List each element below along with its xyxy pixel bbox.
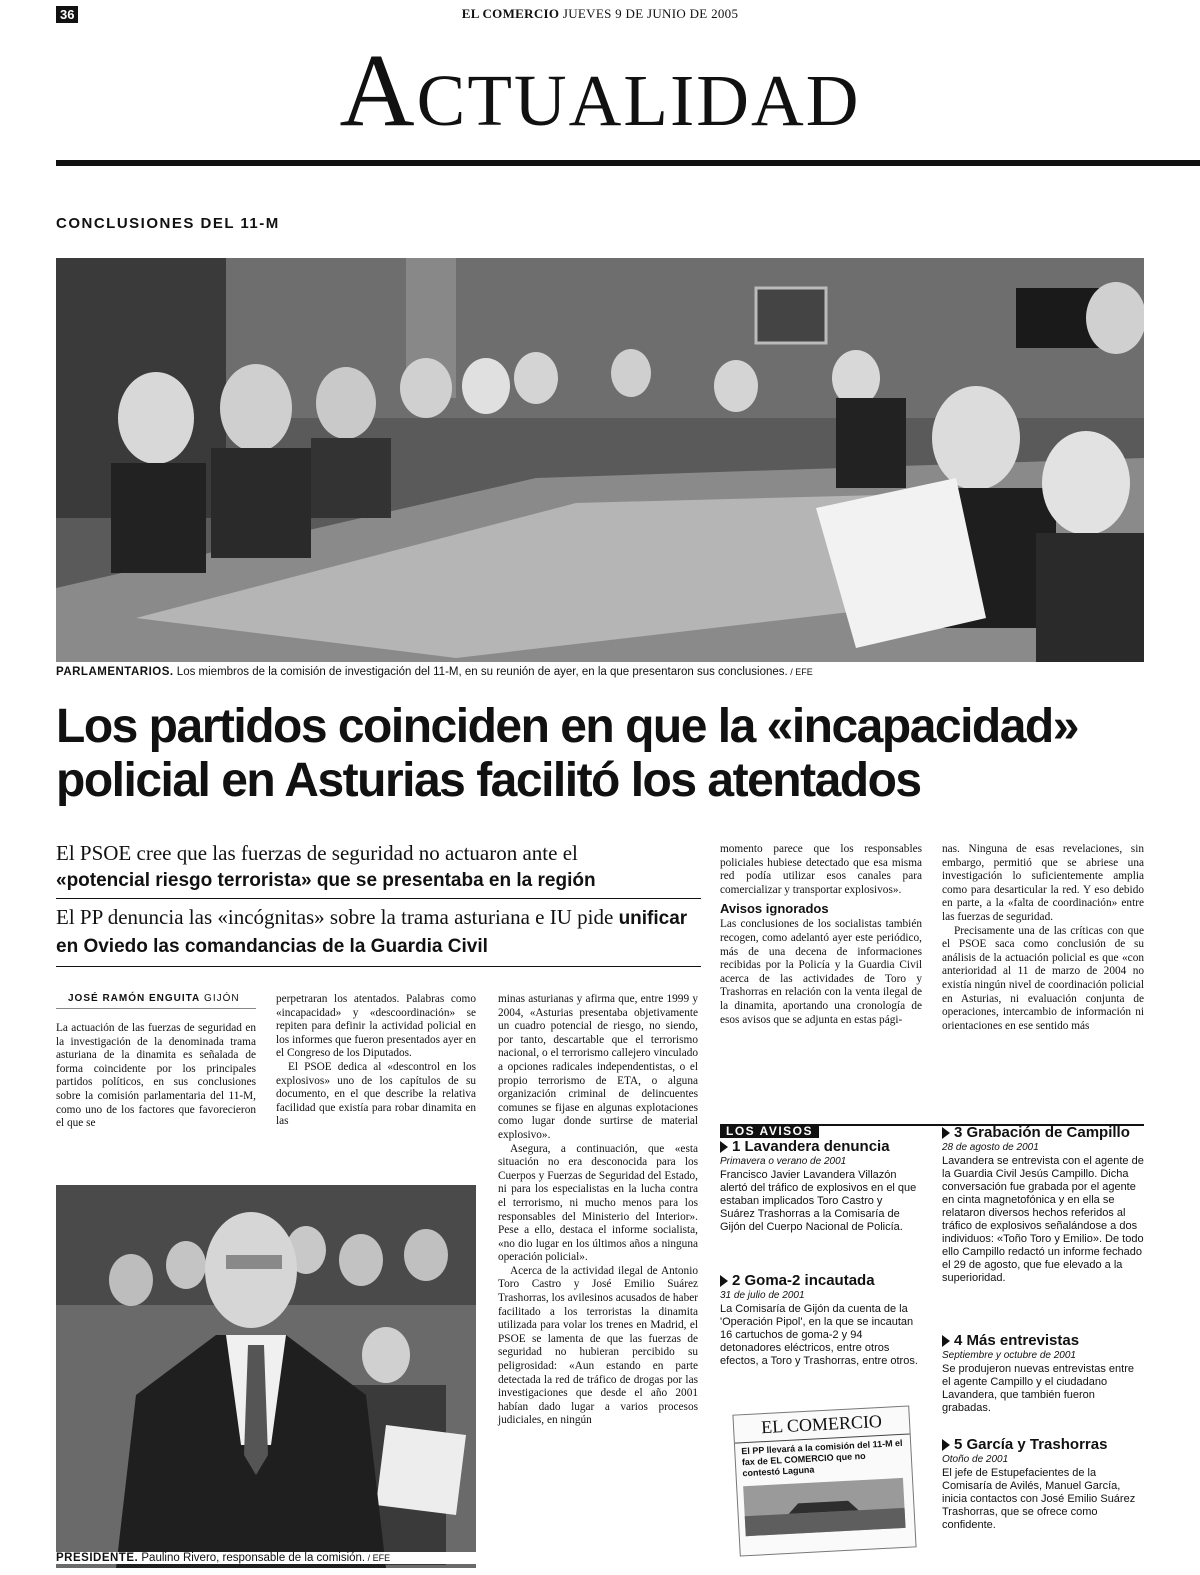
paragraph: momento parece que los responsables policiales hubiese detectado que esa misma red podía utilizar esos canales para comercializar y transportar explosivos». — [720, 843, 922, 896]
subheading: Avisos ignorados — [720, 901, 829, 917]
aviso-title — [720, 1272, 920, 1289]
paragraph: Acerca de la actividad ilegal de Antonio Toro Castro y José Emilio Suárez Trashorras, los avilesinos acusados de haber facilitado a los terroristas la dinamita utilizada para volar los trenes en Madrid, el PSOE se lamenta de que las fuerzas de seguridad no hubieran percibido su peligrosidad: «Aun estando en parte detectada la red de tráfico de drogas por las investigaciones que desde el año 2001 habían dado lugar a varios procesos judiciales, en ningún — [498, 1264, 698, 1427]
aviso-text: Francisco Javier Lavandera Villazón alertó del tráfico de explosivos en el que estaban implicados Toro Castro y Suárez Trashorras a la Comisaría de Gijón del Cuerpo Nacional de Policía. — [720, 1169, 917, 1233]
arrow-icon — [720, 1141, 728, 1153]
paragraph: Precisamente una de las críticas con que el PSOE saca como conclusión de su análisis de la actuación policial es que «con anterioridad al 11 de marzo de 2004 no existía ningún nivel de coordinación policial en Asturias, ni evaluación conjunta de operaciones, intercambio de información ni orientaciones en ese sentido más — [942, 924, 1144, 1032]
byline-place: GIJÓN — [200, 993, 240, 1004]
aviso-item-5 — [942, 1436, 1144, 1532]
avisos-tag: LOS AVISOS — [720, 1124, 819, 1138]
clipping-headline: El PP llevará a la comisión del 11-M el fax de EL COMERCIO que no contestó Laguna — [741, 1437, 903, 1479]
aviso-text: El jefe de Estupefacientes de la Comisaría de Avilés, Manuel García, inicia contactos con José Emilio Suárez Trashorras, que se ofrece como confidente. — [942, 1467, 1136, 1531]
folio-line — [0, 6, 1200, 22]
caption-label: PRESIDENTE. — [56, 1552, 139, 1564]
paragraph: Las conclusiones de los socialistas también recogen, como adelantó ayer este periódico, más de una decena de informaciones recibidas por la Policía y la Guardia Civil acerca de las actividades de Toro y Trashorras en relación con la venta ilegal de la dinamita, aportando una cronología de esos avisos que se adjunta en estas pági- — [720, 918, 922, 1026]
aviso-item-2 — [720, 1272, 920, 1368]
arrow-icon — [942, 1335, 950, 1347]
aviso-title — [942, 1332, 1144, 1349]
issue-date: JUEVES 9 DE JUNIO DE 2005 — [562, 6, 739, 21]
headline-line-1: Los partidos coinciden en que la «incapacidad» — [56, 700, 1078, 753]
deck-1-plain: El PSOE cree que las fuerzas de seguridad no actuaron ante el — [56, 841, 578, 865]
photo-credit: / EFE — [365, 1553, 391, 1563]
aviso-item-3 — [942, 1124, 1144, 1285]
paragraph: Asegura, a continuación, que «esta situación no era desconocida para los Cuerpos y Fuerzas de Seguridad del Estado, ni para los especialistas en la lucha contra el terrorismo, ni mucho menos para los responsables del Ministerio del Interior». Pese a ello, destaca el informe socialista, «no dio lugar en los últimos años a ninguna operación policial». — [498, 1142, 698, 1264]
aviso-title-text: 2 Goma-2 incautada — [732, 1272, 875, 1289]
aviso-date: Otoño de 2001 — [942, 1454, 1009, 1465]
aviso-title-text: 3 Grabación de Campillo — [954, 1124, 1130, 1141]
page-number: 36 — [56, 6, 78, 23]
aviso-title — [942, 1436, 1144, 1453]
arrow-icon — [942, 1439, 950, 1451]
caption-text: Los miembros de la comisión de investigación del 11-M, en su reunión de ayer, en la que presentaron sus conclusiones. — [173, 666, 788, 678]
aviso-title — [942, 1124, 1144, 1141]
president-photo — [56, 1185, 476, 1568]
deck-2-bold: unificar en Oviedo las comandancias de la Guardia Civil — [56, 908, 688, 957]
aviso-date: 31 de julio de 2001 — [720, 1290, 805, 1301]
aviso-title-text: 4 Más entrevistas — [954, 1332, 1080, 1349]
main-photo — [56, 258, 1144, 662]
aviso-text: Lavandera se entrevista con el agente de la Guardia Civil Jesús Campillo. Dicha conversación fue grabada por el agente en cinta magnetofónica y en ella se relataron diversos hechos referidos al tráfico de explosivos señalándose a dos individuos: «Toño Toro y Emilio». De todo ello Campillo redactó un informe fechado el 29 de agosto, que fue elevado a la superioridad. — [942, 1155, 1144, 1284]
photo-credit: / EFE — [787, 667, 813, 677]
body-column-1 — [56, 1022, 256, 1131]
deck-divider — [56, 898, 701, 899]
caption-label: PARLAMENTARIOS. — [56, 666, 174, 678]
clipping-masthead: EL COMERCIO — [733, 1407, 909, 1444]
paragraph: La actuación de las fuerzas de seguridad en la investigación de la denominada trama asturiana de la dinamita es señalada de forma coincidente por los principales partidos políticos, en sus conclusiones sobre la comisión parlamentaria del 11-M, como uno de los factores que favorecieron el que se — [56, 1022, 256, 1130]
body-column-2 — [276, 993, 476, 1129]
paragraph: nas. Ninguna de esas revelaciones, sin embargo, permitió que se abriese una investigación lo suficientemente amplia como para desarticular la red. Y eso debido en parte, a la «falta de coordinación» entre las fuerzas de seguridad. — [942, 843, 1144, 923]
deck-bottom-rule — [56, 966, 701, 967]
newspaper-clipping — [732, 1405, 916, 1556]
kicker: CONCLUSIONES DEL 11-M — [56, 215, 280, 232]
arrow-icon — [720, 1275, 728, 1287]
deck-1 — [56, 840, 701, 894]
arrow-icon — [942, 1127, 950, 1139]
paragraph: El PSOE dedica al «descontrol en los explosivos» uno de los capítulos de su documento, en el que describe la relativa facilidad que existía para robar dinamita en las — [276, 1060, 476, 1128]
deck-2-plain: El PP denuncia las «incógnitas» sobre la trama asturiana e IU pide — [56, 905, 619, 929]
newspaper-name: EL COMERCIO — [461, 6, 560, 21]
president-photo-illustration — [56, 1185, 476, 1568]
body-column-4 — [720, 843, 922, 1027]
paragraph: minas asturianas y afirma que, entre 1999 y 2004, «Asturias presentaba objetivamente un cuadro potencial de riesgo, no siendo, por tanto, descartable que el terrorismo nacional, o el terrorismo callejero vinculado a opciones radicales independentistas, o el propio terrorismo de ETA, o alguna organización criminal de delincuentes comunes se fijase en algunas explotaciones como lugar donde surtirse de material explosivo». — [498, 993, 698, 1141]
byline-author: JOSÉ RAMÓN ENGUITA — [68, 993, 201, 1004]
aviso-title — [720, 1138, 920, 1155]
body-column-5 — [942, 843, 1144, 1033]
byline-rule — [56, 1008, 256, 1009]
deck-1-bold: «potencial riesgo terrorista» que se presentaba en la región — [56, 870, 596, 891]
president-photo-caption — [56, 1552, 496, 1564]
byline — [68, 993, 258, 1004]
header-rule — [56, 160, 1200, 166]
aviso-date: 28 de agosto de 2001 — [942, 1142, 1039, 1153]
aviso-title-text: 5 García y Trashorras — [954, 1436, 1108, 1453]
aviso-date: Septiembre y octubre de 2001 — [942, 1350, 1076, 1361]
body-column-3 — [498, 993, 698, 1428]
aviso-text: Se produjeron nuevas entrevistas entre el agente Campillo y el ciudadano Lavandera, que también fueron grabadas. — [942, 1363, 1135, 1414]
deck-2 — [56, 904, 701, 960]
caption-text: Paulino Rivero, responsable de la comisión. — [138, 1552, 366, 1564]
aviso-item-1 — [720, 1138, 920, 1234]
aviso-text: La Comisaría de Gijón da cuenta de la 'Operación Pipol', en la que se incautan 16 cartuchos de goma-2 y 94 detonadores eléctricos, entre otros efectos, a Toro y Trashorras, entre otros. — [720, 1303, 918, 1367]
paragraph: perpetraran los atentados. Palabras como «incapacidad» y «descoordinación» se repiten para definir la actividad policial en los informes que fueron presentados ayer en el Congreso de los Diputados. — [276, 993, 476, 1060]
main-photo-caption — [56, 666, 1156, 678]
section-title: Actualidad — [339, 33, 861, 148]
main-photo-illustration — [56, 258, 1144, 662]
clipping-photo — [737, 1474, 913, 1541]
aviso-title-text: 1 Lavandera denuncia — [732, 1138, 890, 1155]
aviso-date: Primavera o verano de 2001 — [720, 1156, 847, 1167]
headline-line-2: policial en Asturias facilitó los atentados — [56, 754, 921, 807]
aviso-item-4 — [942, 1332, 1144, 1415]
headline — [56, 700, 1156, 808]
